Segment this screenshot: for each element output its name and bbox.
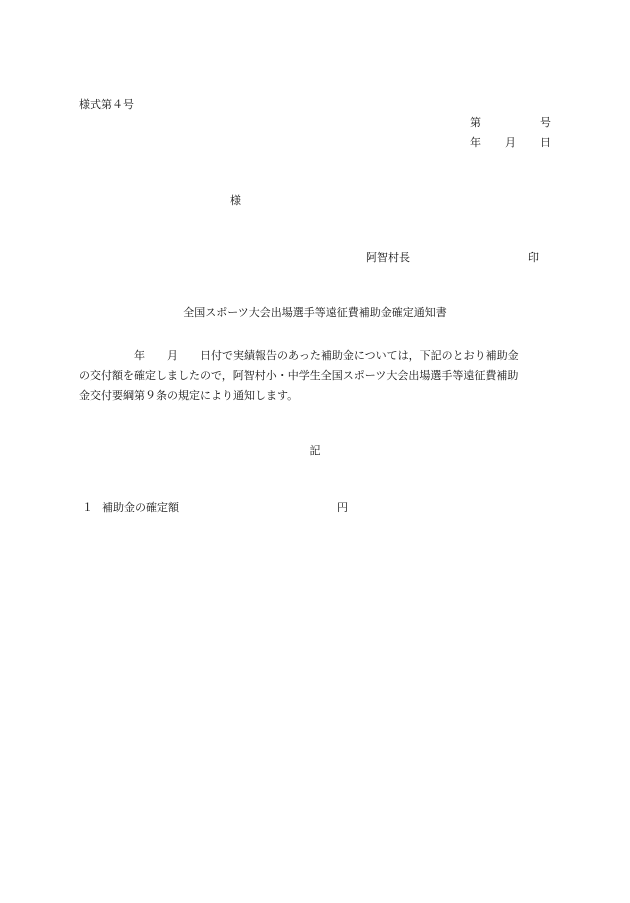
body-line: 年 月 日付で実績報告のあった補助金については，下記のとおり補助金 xyxy=(79,349,519,362)
item-unit: 円 xyxy=(337,501,348,514)
date-month-label: 月 xyxy=(505,136,516,149)
doc-number-suffix: 号 xyxy=(540,116,551,129)
form-number: 様式第４号 xyxy=(79,98,134,111)
doc-number-prefix: 第 xyxy=(470,116,481,129)
document-title: 全国スポーツ大会出場選手等遠征費補助金確定通知書 xyxy=(183,306,447,319)
date-year-label: 年 xyxy=(470,136,481,149)
seal-mark: 印 xyxy=(528,251,539,264)
body-line: の交付額を確定しましたので，阿智村小・中学生全国スポーツ大会出場選手等遠征費補助 xyxy=(79,369,519,382)
ki-heading: 記 xyxy=(309,444,321,457)
item-number: １ xyxy=(82,501,93,514)
issuer-name: 阿智村長 xyxy=(366,251,410,264)
body-paragraph xyxy=(79,346,557,406)
date-day-label: 日 xyxy=(540,136,551,149)
addressee-suffix: 様 xyxy=(230,194,241,207)
body-line: 金交付要綱第９条の規定により通知します。 xyxy=(79,389,299,402)
item-label: 補助金の確定額 xyxy=(102,501,179,514)
